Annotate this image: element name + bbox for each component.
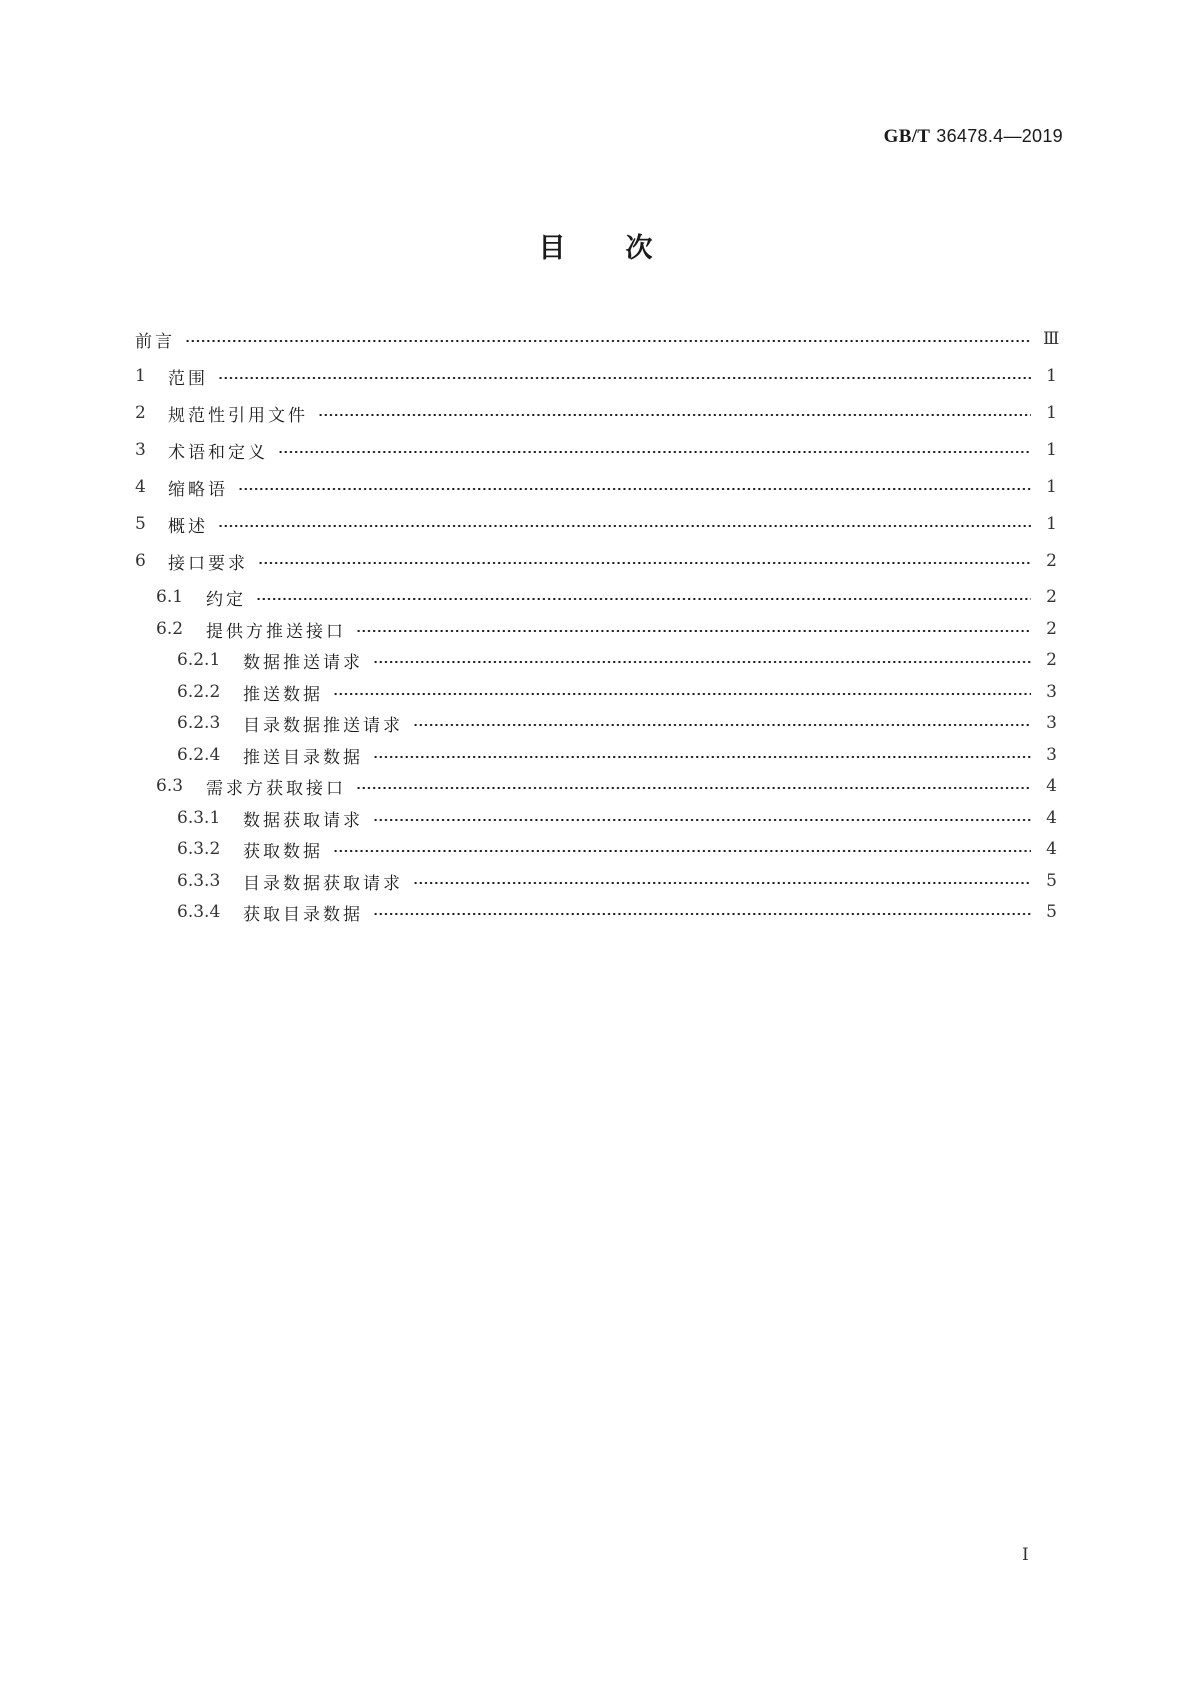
toc-entry-label: 规范性引用文件	[168, 405, 308, 426]
toc-entry-number: 6.2.4	[177, 745, 221, 765]
toc-entry-label: 提供方推送接口	[206, 621, 346, 642]
toc-entry[interactable]	[135, 837, 1057, 861]
toc-entry-label: 推送数据	[243, 684, 323, 705]
toc-entry-number: 3	[135, 440, 146, 460]
dot-leader	[185, 340, 1031, 342]
dot-leader	[256, 598, 1031, 600]
toc-entry[interactable]	[135, 364, 1057, 388]
toc-entry-page: 4	[1046, 776, 1057, 796]
toc-entry-label: 获取数据	[243, 841, 323, 862]
dot-leader	[238, 488, 1031, 490]
toc-entry[interactable]	[135, 512, 1057, 536]
toc-entry[interactable]	[135, 806, 1057, 830]
toc-entry-number: 1	[135, 366, 146, 386]
toc-entry-number: 4	[135, 477, 146, 497]
dot-leader	[413, 724, 1031, 726]
toc-entry-label: 获取目录数据	[243, 904, 363, 925]
toc-entry-label: 范围	[168, 368, 208, 389]
toc-entry[interactable]	[135, 438, 1057, 462]
dot-leader	[373, 661, 1031, 663]
toc-entry-number: 6.2.3	[177, 713, 221, 733]
toc-entry-label: 目录数据获取请求	[243, 873, 403, 894]
toc-entry-number: 6.2.1	[177, 650, 221, 670]
dot-leader	[373, 756, 1031, 758]
toc-entry-number: 6.2	[156, 619, 184, 639]
toc-entry-page: 1	[1046, 440, 1057, 460]
toc-entry[interactable]	[135, 585, 1057, 609]
toc-entry-label: 数据获取请求	[243, 810, 363, 831]
toc-entry-number: 6	[135, 551, 146, 571]
toc-entry-label: 推送目录数据	[243, 747, 363, 768]
toc-entry-number: 2	[135, 403, 146, 423]
toc-entry[interactable]	[135, 475, 1057, 499]
toc-entry[interactable]	[135, 743, 1057, 767]
toc-entry-page: 4	[1046, 808, 1057, 828]
toc-entry[interactable]	[135, 401, 1057, 425]
toc-entry-page: 2	[1046, 587, 1057, 607]
toc-entry-page: 2	[1046, 551, 1057, 571]
toc-entry-number: 6.3.4	[177, 902, 221, 922]
standard-number	[884, 126, 1063, 148]
toc-entry-label: 前言	[135, 331, 175, 352]
standard-prefix: GB/T	[883, 126, 931, 147]
dot-leader	[218, 525, 1031, 527]
toc-entry-foreword[interactable]	[135, 327, 1060, 352]
toc-entry[interactable]	[135, 648, 1057, 672]
toc-entry[interactable]	[135, 869, 1057, 893]
toc-entry-page: 3	[1046, 713, 1057, 733]
toc-entry-number: 6.3.1	[177, 808, 221, 828]
dot-leader	[373, 913, 1031, 915]
toc-entry-number: 6.3.3	[177, 871, 221, 891]
toc-entry-page: 1	[1046, 403, 1057, 423]
toc-entry-number: 6.1	[156, 587, 184, 607]
toc-entry[interactable]	[135, 680, 1057, 704]
toc-entry[interactable]	[135, 774, 1057, 798]
toc-entry-label: 需求方获取接口	[206, 778, 346, 799]
toc-entry-number: 5	[135, 514, 146, 534]
dot-leader	[333, 850, 1031, 852]
toc-entry-page: 1	[1046, 366, 1057, 386]
toc-entry[interactable]	[135, 900, 1057, 924]
toc-entry[interactable]	[135, 549, 1057, 573]
toc-entry-label: 术语和定义	[168, 442, 268, 463]
dot-leader	[356, 630, 1031, 632]
toc-entry-label: 概述	[168, 516, 208, 537]
toc-entry-page: 5	[1046, 902, 1057, 922]
dot-leader	[373, 819, 1031, 821]
toc-entry-number: 6.3.2	[177, 839, 221, 859]
dot-leader	[318, 414, 1031, 416]
dot-leader	[333, 693, 1031, 695]
toc-entry-page: 2	[1046, 619, 1057, 639]
toc-entry-label: 约定	[206, 589, 246, 610]
toc-entry-label: 数据推送请求	[243, 652, 363, 673]
toc-entry-page: 3	[1046, 745, 1057, 765]
page-number: Ⅰ	[1022, 1545, 1029, 1565]
dot-leader	[218, 377, 1031, 379]
toc-entry-page: 1	[1046, 477, 1057, 497]
dot-leader	[356, 787, 1031, 789]
toc-entry-page: 2	[1046, 650, 1057, 670]
toc-entry-page: 3	[1046, 682, 1057, 702]
toc-entry-label: 接口要求	[168, 553, 248, 574]
standard-code: 36478.4—2019	[936, 126, 1063, 146]
toc-entry-label: 缩略语	[168, 479, 228, 500]
toc-entry-number: 6.3	[156, 776, 184, 796]
toc-entry-page: 4	[1046, 839, 1057, 859]
toc-entry-number: 6.2.2	[177, 682, 221, 702]
toc-entry[interactable]	[135, 711, 1057, 735]
dot-leader	[258, 562, 1031, 564]
dot-leader	[278, 451, 1031, 453]
toc-entry-page: 5	[1046, 871, 1057, 891]
toc-entry-label: 目录数据推送请求	[243, 715, 403, 736]
page-title: 目次	[538, 233, 713, 264]
dot-leader	[413, 882, 1031, 884]
toc-entry[interactable]	[135, 617, 1057, 641]
toc-entry-page: 1	[1046, 514, 1057, 534]
toc-entry-page: Ⅲ	[1043, 329, 1060, 349]
